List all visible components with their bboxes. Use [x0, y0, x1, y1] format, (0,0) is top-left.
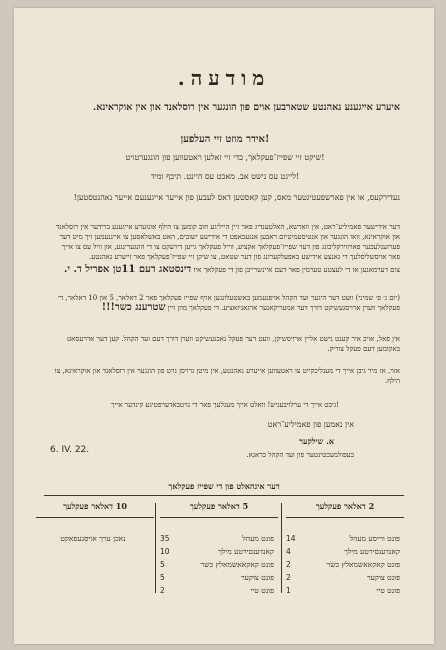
- body-paragraph-4: אזוי, אז מיר גיבן אייך די מעגליכקייט צו ראטעווען אייערע נאהנטע, אין מיטן גרויסן נויט פון הונגער אין רוסלאנד און אוקראינא, צו הילף.: [54, 367, 400, 385]
- list-item: פונט טיי 2: [160, 586, 274, 595]
- package-column-head: 5 דאלאר פעקלעך: [160, 501, 278, 518]
- package-column-head: 2 דאלאר פעקלעך: [286, 501, 404, 518]
- list-item: פונט צוקער 5: [160, 573, 274, 582]
- package-column-5: [160, 501, 278, 597]
- list-item: קאנדענסירטע מילך 10: [160, 547, 274, 556]
- signature-name: א. שילקער: [299, 436, 334, 446]
- list-item: פונט ווייסע מעהל 14: [286, 534, 400, 543]
- body-paragraph-3: אין פאל, אויב איר קענט נישט אליין ארויסשיקן, וועט דער פעקל נאכגעשיקט ווערן דורך דעם ועד הקהל. קען דער אדרעסאט באקומען דעם פעקל צוריק.: [66, 335, 400, 353]
- contents-divider: [44, 495, 404, 496]
- list-item: פונט קאקאאשמאלץ כשר 2: [286, 560, 400, 569]
- body-paragraph-2: [50, 293, 400, 313]
- deadline-date: דינסטאג דעם 11טן אפריל ד. י.: [63, 264, 192, 275]
- deadline-intro: צום דערמאנען אז די לעצטע טערמין פאר דעם איינשרייבן פון די פעקלאך איז: [193, 266, 400, 274]
- notice-date: 6. IV. 22.: [50, 445, 90, 455]
- package-column-10: [36, 501, 154, 545]
- body-paragraph-5: גיבט אייך די ערלויבעניש! וואלט אייך מעגלעך פאר די נויטבאדערפטיגע קינדער אייך!: [111, 401, 339, 409]
- list-item: פונט טיי 1: [286, 586, 400, 595]
- kosher-notice: שטרענג כשר!!!: [101, 302, 166, 313]
- list-item: פונט מעהל 35: [160, 534, 274, 543]
- column-divider: [155, 503, 156, 593]
- signature-line: אין נאמען פון פאמיליע־ראט: [267, 420, 354, 429]
- contents-title: דער אינהאלט פון די שפייז פעקלאך: [168, 481, 280, 491]
- do-not-delay-line: לייגט עס נישט אב. מאכט עס היינט. תיכף ומיד!: [150, 172, 300, 181]
- list-item: פונט צוקער 2: [286, 573, 400, 582]
- column-divider: [281, 503, 282, 593]
- package-column-head: 10 דאלאר פעקלעך: [36, 501, 154, 518]
- needy-line: נעדירקעס, או אין פארשפעטיגטער מאס, קען קאסטען דאס לעבען פון אייער אייגענעם אייער נאהנטסטען!: [73, 193, 400, 202]
- signature-role: בעפולמעכטיגטער פון ועד הקהל בראנא.: [246, 451, 354, 459]
- deadline-paragraph: [50, 265, 400, 275]
- list-item: נאכן ערך אויסגעפאקט: [60, 534, 126, 543]
- body-paragraph-2-text: (יום ג׳ פ׳ שמיני) וועט דער היגער ועד הקהל אויפנעמען באשטעלונגען אויף שפייז פעקלאך פאר 2 דאלאר, 5 און 10 דאלאר, די פעקלאך ווערן ארויסגעשיקט דורך דער אמעריקאנער ארגאניזאציע. די פעקלאך מוזן זיין: [57, 294, 400, 312]
- intro-paragraph: איערע אייגענע נאהנטע שטארבען אוים פון הונגער אין רוסלאנד און אין אוקראינא.: [92, 102, 400, 113]
- list-item: פונט קאקאאשמאלץ כשר 5: [160, 560, 274, 569]
- body-paragraph-1: דער אידישער פאמיליע־ראט, אין ווארשא, האלטענדיג פאר זיין הייליגע חוב קומען צו הילף אונזערע אייגענע ברידער אין רוסלאנד און אוקראינא, וואו הונגער און אנטיסעמיטיזם ראבען אנגעכאפט די אידישע ישובים, האט באשלאסען צו אייננעמען זיך מיט דער פערזענלעכער פארווירקליכונג פון דער שפייז־פעקלאך אקציע, ווייל פעקלאך גייען דירעקט צו די הונגערינגע, און וויל עס צו אייך פאר אויסשליסלעך די גאנצע אידישע באפעלקערונג פון דער שטאט, צו שיקן זיי שפייז־פעקלאך פאר זייערע נאהנטע.: [55, 223, 400, 261]
- notice-title: מודעה.: [177, 66, 271, 90]
- notice-sheet: [14, 8, 434, 644]
- list-item: קאנדענסירטע מילך 4: [286, 547, 400, 556]
- send-packages-line: שיקט זיי שפייז־פעקלאך, כדי זיי זאלען ראטעווען פון הונגערטויט!: [125, 153, 325, 162]
- package-column-2: [286, 501, 404, 597]
- call-to-help: אידר מוזט זיי העלפען!: [180, 134, 270, 145]
